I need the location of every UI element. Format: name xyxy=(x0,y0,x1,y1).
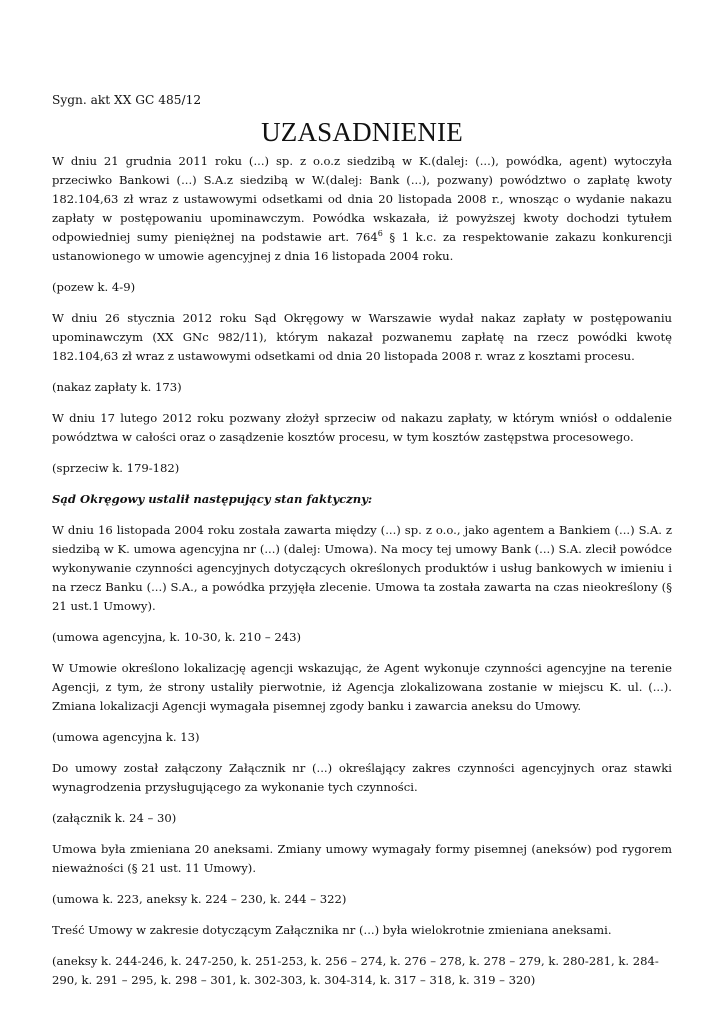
paragraph-agency-agreement: W dniu 16 listopada 2004 roku została zawarta między (...) sp. z o.o., jako agentem a Bankiem (...) S.A. z siedzibą w K. umowa agencyjna nr (...) (dalej: Umowa). Na mocy tej umowy Bank (...) S.A. zlecił powódce wykonywanie czynności agencyjnych dotyczących określonych produktów i usług bankowych w imieniu i na rzecz Banku (...) S.A., a powódka przyjęła zlecenie. Umowa ta została zawarta na czas nieokreślony (§ 21 ust.1 Umowy). xyxy=(52,523,672,613)
paragraph-agency-location: W Umowie określono lokalizację agencji wskazując, że Agent wykonuje czynności agencyjne na terenie Agencji, z tym, że strony ustaliły pierwotnie, iż Agencja zlokalizowana zostanie w miejscu K. ul. (...). Zmiana lokalizacji Agencji wymagała pisemnej zgody banku i zawarcia aneksu do Umowy. xyxy=(52,661,672,713)
reference-annexes: (aneksy k. 244-246, k. 247-250, k. 251-253, k. 256 – 274, k. 276 – 278, k. 278 – 279, k. 280-281, k. 284-290, k. 291 – 295, k. 298 – 301, k. 302-303, k. 304-314, k. 317 – 318, k. 319 – 320) xyxy=(52,954,659,987)
paragraph-claim xyxy=(52,152,672,266)
paragraph-claim-text: W dniu 21 grudnia 2011 roku (...) sp. z o.o.z siedzibą w K.(dalej: (...), powódka, agent) wytoczyła przeciwko Bankowi (...) S.A.z siedzibą w W.(dalej: Bank (...), pozwany) powództwo o zapłatę kwoty 182.104,63 zł wraz z ustawowymi odsetkami od dnia 20 listopada 2008 r., wnosząc o wydanie nakazu zapłaty w postępowaniu upominawczym. Powódka wskazała, iż powyższej kwoty dochodzi tytułem odpowiedniej sumy pieniężnej na podstawie art. 764 xyxy=(52,154,672,244)
reference-agency-location: (umowa agencyjna k. 13) xyxy=(52,730,200,744)
reference-payment-order: (nakaz zapłaty k. 173) xyxy=(52,380,182,394)
reference-objection: (sprzeciw k. 179-182) xyxy=(52,461,180,475)
paragraph-attachment: Do umowy został załączony Załącznik nr (...) określający zakres czynności agencyjnych oraz stawki wynagrodzenia przysługującego za wykonanie tych czynności. xyxy=(52,761,672,794)
section-heading-facts: Sąd Okręgowy ustalił następujący stan faktyczny: xyxy=(52,492,373,506)
paragraph-attachment-changes: Treść Umowy w zakresie dotyczącym Załącznika nr (...) była wielokrotnie zmieniana aneksami. xyxy=(52,923,612,937)
paragraph-amendments: Umowa była zmieniana 20 aneksami. Zmiany umowy wymagały formy pisemnej (aneksów) pod rygorem nieważności (§ 21 ust. 11 Umowy). xyxy=(52,842,672,875)
document-title: UZASADNIENIE xyxy=(261,117,463,147)
article-superscript: 6 xyxy=(377,229,383,239)
paragraph-objection: W dniu 17 lutego 2012 roku pozwany złożył sprzeciw od nakazu zapłaty, w którym wniósł o oddalenie powództwa w całości oraz o zasądzenie kosztów procesu, w tym kosztów zastępstwa procesowego. xyxy=(52,411,672,444)
reference-amendments: (umowa k. 223, aneksy k. 224 – 230, k. 244 – 322) xyxy=(52,892,347,906)
reference-lawsuit: (pozew k. 4-9) xyxy=(52,280,136,294)
reference-attachment: (załącznik k. 24 – 30) xyxy=(52,811,177,825)
case-signature: Sygn. akt XX GC 485/12 xyxy=(52,93,202,107)
reference-agency-agreement: (umowa agencyjna, k. 10-30, k. 210 – 243) xyxy=(52,630,302,644)
document-page xyxy=(52,92,672,1002)
paragraph-claim-text-end: § 1 k.c. za respektowanie zakazu konkurencji ustanowionego w umowie agencyjnej z dnia 16 listopada 2004 roku. xyxy=(52,230,672,263)
paragraph-payment-order: W dniu 26 stycznia 2012 roku Sąd Okręgowy w Warszawie wydał nakaz zapłaty w postępowaniu upominawczym (XX GNc 982/11), którym nakazał pozwanemu zapłatę na rzecz powódki kwotę 182.104,63 zł wraz z ustawowymi odsetkami od dnia 20 listopada 2008 r. wraz z kosztami procesu. xyxy=(52,311,672,363)
